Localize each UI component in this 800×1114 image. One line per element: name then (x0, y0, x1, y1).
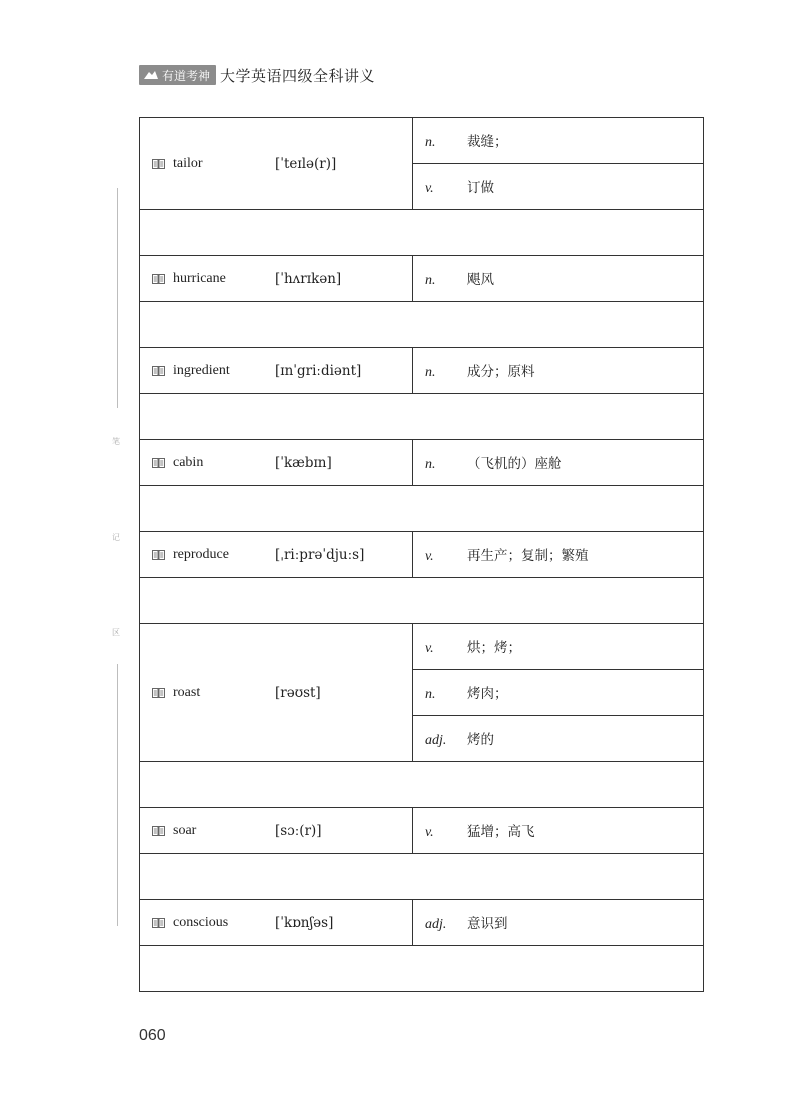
word-wrap (140, 547, 412, 563)
definition-cell (413, 256, 704, 302)
open-book-icon (152, 918, 165, 928)
meaning-text: 裁缝； (467, 134, 508, 150)
word-cell (140, 900, 413, 946)
brand-badge (139, 65, 216, 85)
phonetic-text: [ˈteɪlə(r)] (275, 155, 337, 172)
vocabulary-table (139, 117, 704, 992)
part-of-speech: n. (425, 687, 436, 702)
blank-notes-row (140, 394, 704, 440)
phonetic-text: [sɔː(r)] (275, 822, 322, 839)
open-book-icon (152, 550, 165, 560)
blank-notes-cell (140, 578, 704, 624)
part-of-speech: adj. (425, 917, 447, 932)
part-of-speech: n. (425, 457, 436, 472)
meaning-text: 订做 (467, 180, 494, 196)
phonetic-text: [ˈhʌrɪkən] (275, 270, 342, 287)
blank-notes-row (140, 946, 704, 992)
word-wrap (140, 271, 412, 287)
word-text: tailor (173, 155, 203, 171)
blank-notes-row (140, 210, 704, 256)
word-text: hurricane (173, 270, 226, 286)
open-book-icon (152, 274, 165, 284)
definition-cell (413, 118, 704, 164)
entry-row (140, 808, 704, 854)
blank-notes-row (140, 486, 704, 532)
word-text: cabin (173, 454, 204, 470)
entry-row (140, 348, 704, 394)
word-cell (140, 808, 413, 854)
notes-label-char-2: 记 (112, 533, 120, 542)
word-cell (140, 440, 413, 486)
word-cell (140, 118, 413, 210)
part-of-speech: adj. (425, 733, 447, 748)
blank-notes-cell (140, 946, 704, 992)
definition-cell (413, 164, 704, 210)
blank-notes-cell (140, 394, 704, 440)
part-of-speech: n. (425, 273, 436, 288)
word-text: soar (173, 822, 197, 838)
blank-notes-cell (140, 762, 704, 808)
blank-notes-row (140, 762, 704, 808)
definition-cell (413, 440, 704, 486)
word-text: reproduce (173, 546, 229, 562)
entry-row (140, 624, 704, 670)
definition-cell (413, 532, 704, 578)
blank-notes-cell (140, 210, 704, 256)
entry-row (140, 532, 704, 578)
blank-notes-cell (140, 486, 704, 532)
part-of-speech: v. (425, 181, 434, 196)
definition-cell (413, 348, 704, 394)
open-book-icon (152, 826, 165, 836)
part-of-speech: v. (425, 549, 434, 564)
word-text: roast (173, 684, 201, 700)
entry-row (140, 256, 704, 302)
notes-label-char-3: 区 (112, 628, 120, 637)
meaning-text: 烤肉； (467, 686, 508, 702)
phonetic-text: [rəʊst] (275, 684, 321, 701)
word-cell (140, 532, 413, 578)
word-cell (140, 256, 413, 302)
word-wrap (140, 685, 412, 701)
phonetic-text: [ˌriːprəˈdjuːs] (275, 546, 365, 563)
page-number: 060 (139, 1027, 166, 1044)
book-title: 大学英语四级全科讲义 (220, 66, 376, 85)
part-of-speech: v. (425, 825, 434, 840)
word-wrap (140, 156, 412, 172)
definition-cell (413, 900, 704, 946)
blank-notes-row (140, 302, 704, 348)
blank-notes-cell (140, 302, 704, 348)
meaning-text: 意识到 (467, 916, 508, 932)
definition-cell (413, 670, 704, 716)
page-header (139, 64, 375, 86)
phonetic-text: [ɪnˈgriːdiənt] (275, 362, 362, 379)
word-wrap (140, 915, 412, 931)
open-book-icon (152, 688, 165, 698)
definition-cell (413, 624, 704, 670)
word-wrap (140, 363, 412, 379)
meaning-text: 猛增；高飞 (467, 824, 535, 840)
meaning-text: 再生产；复制；繁殖 (467, 548, 589, 564)
part-of-speech: n. (425, 135, 436, 150)
meaning-text: （飞机的）座舱 (467, 456, 562, 472)
notes-divider-top (117, 188, 118, 408)
blank-notes-cell (140, 854, 704, 900)
entry-row (140, 900, 704, 946)
blank-notes-row (140, 578, 704, 624)
entry-row (140, 440, 704, 486)
meaning-text: 烤的 (467, 732, 494, 748)
notes-label-char-1: 笔 (112, 437, 120, 446)
brand-name: 有道考神 (162, 68, 211, 83)
definition-cell (413, 716, 704, 762)
word-cell (140, 348, 413, 394)
word-cell (140, 624, 413, 762)
meaning-text: 飓风 (467, 272, 494, 288)
part-of-speech: v. (425, 641, 434, 656)
meaning-text: 烘；烤； (467, 640, 521, 656)
word-text: ingredient (173, 362, 230, 378)
word-wrap (140, 455, 412, 471)
phonetic-text: [ˈkɒnʃəs] (275, 914, 334, 931)
part-of-speech: n. (425, 365, 436, 380)
open-book-icon (152, 366, 165, 376)
notes-divider-bottom (117, 664, 118, 926)
entry-row (140, 118, 704, 164)
word-wrap (140, 823, 412, 839)
open-book-icon (152, 159, 165, 169)
word-text: conscious (173, 914, 229, 930)
blank-notes-row (140, 854, 704, 900)
phonetic-text: [ˈkæbɪn] (275, 454, 332, 471)
meaning-text: 成分；原料 (467, 364, 535, 380)
open-book-icon (152, 458, 165, 468)
brand-logo-icon (143, 69, 159, 81)
definition-cell (413, 808, 704, 854)
